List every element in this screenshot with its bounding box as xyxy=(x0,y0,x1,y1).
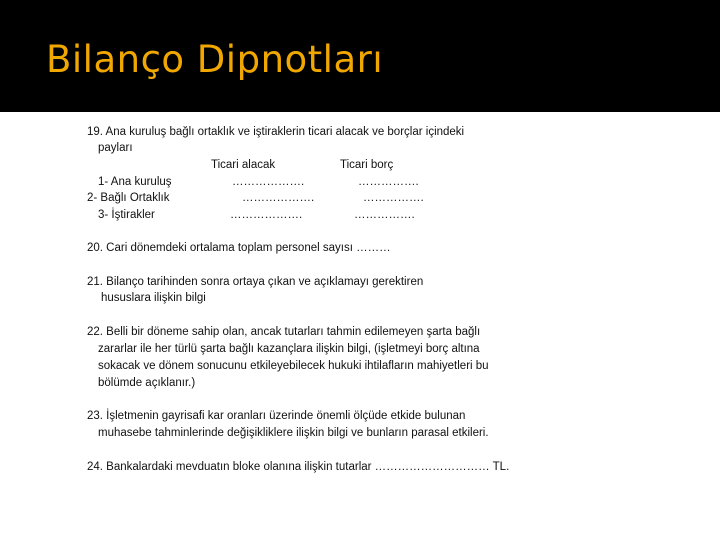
item-23-line-1: 23. İşletmenin gayrisafi kar oranları üzerinde önemli ölçüde etkide bulunan xyxy=(87,410,466,422)
slide-title: Bilanço Dipnotları xyxy=(46,38,384,81)
row-label-parent: 1- Ana kuruluş xyxy=(98,176,172,188)
item-19-line-1: 19. Ana kuruluş bağlı ortaklık ve iştiraklerin ticari alacak ve borçlar içindeki xyxy=(87,126,465,138)
item-24-line-1: 24. Bankalardaki mevduatın bloke olanına ilişkin tutarlar ………………………… TL. xyxy=(87,461,510,473)
row-receivable-subsidiary: ………………. xyxy=(242,192,315,204)
row-payable-parent: ……………. xyxy=(358,176,419,188)
item-23-line-2: muhasebe tahminlerinde değişikliklere ilişkin bilgi ve bunların parasal etkileri. xyxy=(98,427,489,439)
row-payable-affiliates: ……………. xyxy=(354,209,415,221)
column-header-payable: Ticari borç xyxy=(340,159,394,171)
item-22-line-4: bölümde açıklanır.) xyxy=(98,377,196,389)
row-label-affiliates: 3- İştirakler xyxy=(98,209,155,221)
item-21-line-1: 21. Bilanço tarihinden sonra ortaya çıkan ve açıklamayı gerektiren xyxy=(87,276,424,288)
item-22-line-3: sokacak ve dönem sonucunu etkileyebilecek hukuki ihtilafların mahiyetleri bu xyxy=(98,360,489,372)
row-receivable-parent: ………………. xyxy=(232,176,305,188)
item-20-line-1: 20. Cari dönemdeki ortalama toplam personel sayısı ……… xyxy=(87,242,391,254)
row-payable-subsidiary: ……………. xyxy=(363,192,424,204)
column-header-receivable: Ticari alacak xyxy=(211,159,276,171)
item-22-line-1: 22. Belli bir döneme sahip olan, ancak tutarları tahmin edilemeyen şarta bağlı xyxy=(87,326,481,338)
row-receivable-affiliates: ………………. xyxy=(230,209,303,221)
item-22-line-2: zararlar ile her türlü şarta bağlı kazançlara ilişkin bilgi, (işletmeyi borç altına xyxy=(98,343,480,355)
row-label-subsidiary: 2- Bağlı Ortaklık xyxy=(87,192,170,204)
item-19-line-2: payları xyxy=(98,142,133,154)
item-21-line-2: hususlara ilişkin bilgi xyxy=(101,292,206,304)
